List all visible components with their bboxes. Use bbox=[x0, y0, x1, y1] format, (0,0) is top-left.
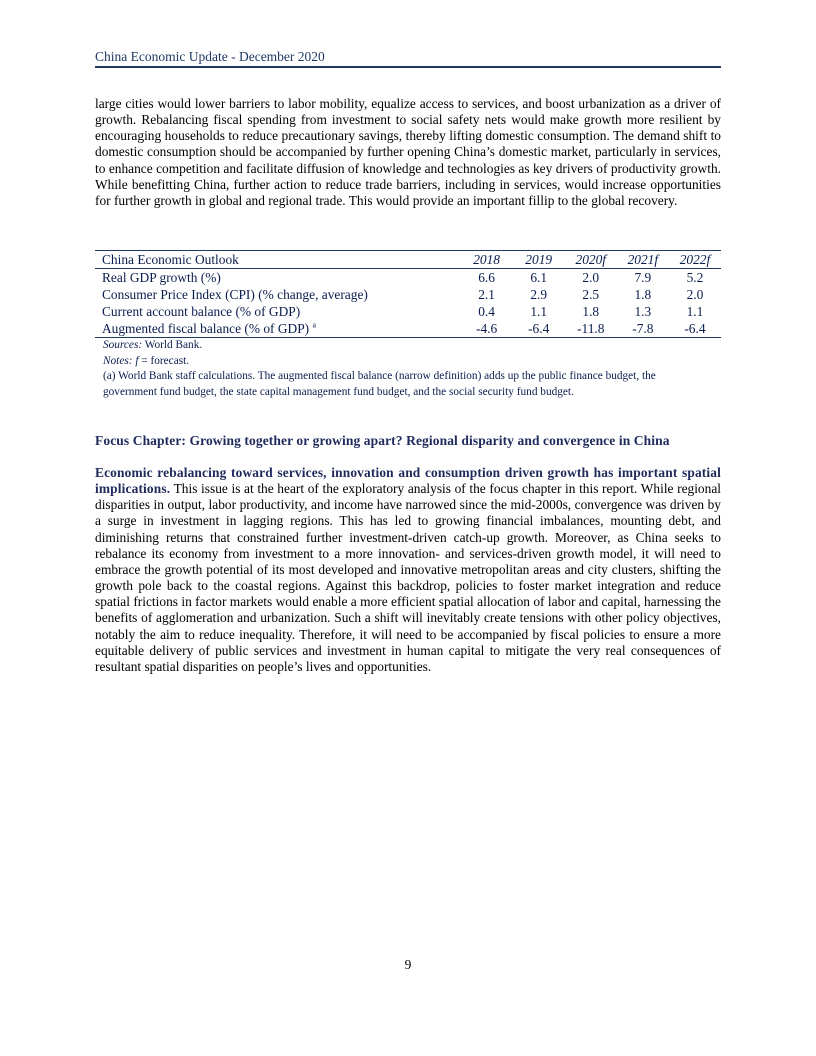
focus-body: This issue is at the heart of the exploratory analysis of the focus chapter in this report. While regional disparities in output, labor productivity, and income have narrowed since the mid-2000s, convergence was driven by a surge in investment in lagging regions. This has led to growing financial imbalances, mounting debt, and diminishing returns that constrained further investment-driven catch-up growth. Moreover, as China seeks to rebalance its economy from investment to a more innovation- and services-driven growth model, it will need to embrace the growth potential of its most developed and innovative metropolitan areas and city clusters, shifting the growth pole back to the coastal regions. Against this backdrop, policies to foster market integration and reduce spatial frictions in factor markets would enable a more efficient spatial allocation of labor and capital, harnessing the benefits of agglomeration and urbanization. Such a shift will inevitably create tensions with other policy objectives, notably the aim to reduce inequality. Therefore, it will need to be accompanied by fiscal policies to ensure a more equitable delivery of public services and investment in human capital to mitigate the very real consequences of resultant spatial disparities on people’s lives and opportunities. bbox=[95, 481, 721, 674]
table-title: China Economic Outlook bbox=[102, 252, 239, 267]
year-header: 2019 bbox=[525, 252, 553, 267]
intro-paragraph: large cities would lower barriers to labor mobility, equalize access to services, and boost urbanization as a driver of growth. Rebalancing fiscal spending from investment to social safety nets would make growth more resilient by encouraging households to reduce precautionary savings, thereby lifting domestic consumption. The demand shift to domestic consumption should be accompanied by further opening China’s domestic market, particularly in services, to enhance competition and facilitate diffusion of knowledge and technologies as key drivers of productivity growth. While benefitting China, further action to reduce trade barriers, including in services, would increase opportunities for further growth in global and regional trade. This would provide an important fillip to the global recovery. bbox=[95, 96, 721, 208]
table-cell: 7.9 bbox=[634, 270, 652, 285]
table-cell: 6.6 bbox=[478, 270, 495, 285]
notes-line bbox=[103, 354, 703, 370]
focus-lead: Economic rebalancing toward services, innovation and consumption driven growth has important spatial implications. bbox=[95, 465, 721, 497]
row-label-text: Augmented fiscal balance (% of GDP) bbox=[102, 321, 310, 336]
table-cell: 2.9 bbox=[530, 287, 548, 302]
table-row bbox=[95, 303, 721, 320]
table-cell: 1.3 bbox=[634, 304, 652, 319]
table-notes bbox=[103, 338, 703, 400]
table-cell: 1.1 bbox=[530, 304, 548, 319]
header-rule bbox=[95, 66, 721, 68]
page-number: 9 bbox=[404, 957, 412, 972]
table-cell: 1.8 bbox=[582, 304, 600, 319]
table-row bbox=[95, 286, 721, 303]
table-cell: 0.4 bbox=[478, 304, 495, 319]
notes-label: Notes: f bbox=[103, 354, 139, 367]
table-cell: 6.1 bbox=[530, 270, 548, 285]
row-label: Current account balance (% of GDP) bbox=[102, 304, 301, 319]
year-header: 2022f bbox=[679, 252, 711, 267]
table-cell: 1.8 bbox=[634, 287, 652, 302]
sources-line bbox=[103, 338, 703, 354]
sources-label: Sources: bbox=[103, 339, 143, 351]
table-header-row bbox=[95, 251, 721, 269]
outlook-table bbox=[95, 250, 721, 338]
table-cell: -11.8 bbox=[577, 321, 605, 336]
table-cell: -4.6 bbox=[476, 321, 498, 336]
footnote-marker: a bbox=[312, 320, 317, 330]
year-header: 2018 bbox=[473, 252, 500, 267]
sources-text: World Bank. bbox=[142, 339, 203, 351]
table-cell: -7.8 bbox=[632, 321, 654, 336]
table-cell: 2.0 bbox=[582, 270, 600, 285]
focus-chapter-title: Focus Chapter: Growing together or growing apart? Regional disparity and convergence in China bbox=[95, 433, 670, 448]
year-header: 2020f bbox=[575, 252, 607, 267]
focus-paragraph bbox=[95, 465, 721, 675]
row-label: Consumer Price Index (CPI) (% change, average) bbox=[102, 287, 368, 302]
table-cell: 1.1 bbox=[686, 304, 704, 319]
table-cell: -6.4 bbox=[684, 321, 706, 336]
table-row bbox=[95, 269, 721, 287]
notes-text: = forecast. bbox=[138, 354, 190, 367]
table-row bbox=[95, 320, 721, 338]
row-label bbox=[95, 320, 461, 338]
table-cell: 2.1 bbox=[478, 287, 495, 302]
row-label: Real GDP growth (%) bbox=[102, 270, 221, 285]
table-cell: 5.2 bbox=[686, 270, 704, 285]
table-cell: 2.5 bbox=[582, 287, 600, 302]
footnote: (a) World Bank staff calculations. The augmented fiscal balance (narrow definition) adds up the public finance budget, the government fund budget, the state capital management fund budget, and the social security fund budget. bbox=[103, 370, 656, 398]
table-cell: -6.4 bbox=[528, 321, 550, 336]
year-header: 2021f bbox=[627, 252, 659, 267]
table-cell: 2.0 bbox=[686, 287, 704, 302]
running-header: China Economic Update - December 2020 bbox=[95, 49, 325, 64]
